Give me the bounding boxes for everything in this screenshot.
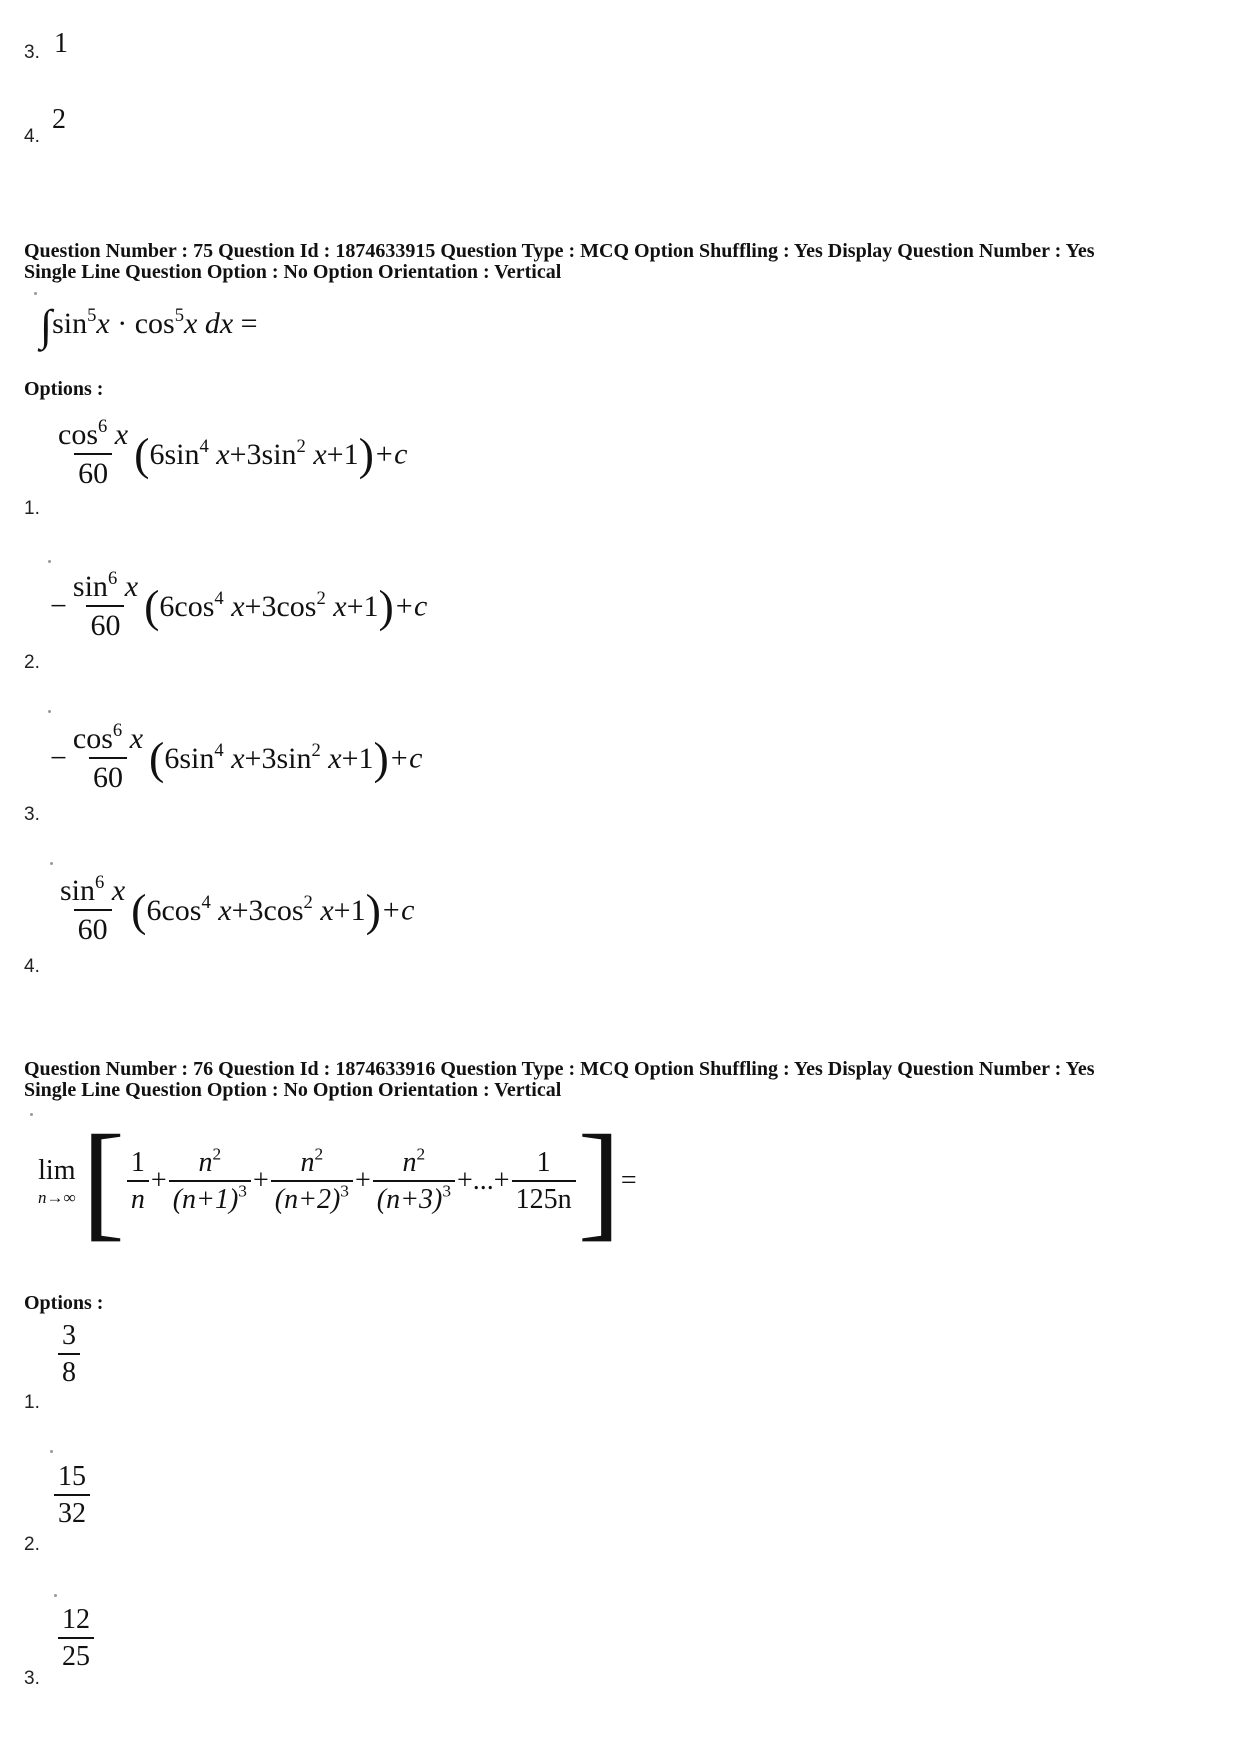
q76-term-3-den-pow: 3 [340,1181,349,1201]
q76-option-2-numerator: 15 [58,1461,86,1492]
q75-option-1-p1: 4 [199,435,209,457]
q75-option-1-fraction [54,415,132,490]
q75-option-3-c1: 6 [164,741,180,775]
q75-header-line2: Single Line Question Option : No Option Orientation : Vertical [24,261,562,283]
q75-option-1-plus1: + [229,437,247,471]
q75-option-1-f1: sin [164,437,200,471]
q75-option-1-c2: 3 [246,437,262,471]
q75-option-1-var2: x [216,437,230,471]
q75-option-2-fraction [69,567,142,642]
q76-term-5 [512,1146,576,1215]
q75-option-3-var: x [129,722,144,755]
q75-stem [40,301,258,350]
q75-stem-equals: = [240,306,258,340]
prev-option-3-value: 1 [54,28,68,59]
q76-term-3 [271,1144,353,1215]
q75-option-4-var: x [111,874,126,907]
q76-option-3-numerator: 12 [62,1604,90,1635]
q76-plus-1: + [150,1165,167,1196]
q75-option-1-c3: 1 [343,437,359,471]
q76-option-2-number: 2. [24,1534,40,1555]
q76-option-1-denominator: 8 [58,1353,80,1387]
q76-term-1-den: n [127,1180,149,1214]
q76-option-1-fraction [58,1322,80,1387]
q75-option-3-marker [48,710,51,713]
q75-option-4-power: 6 [95,871,105,893]
q76-option-2-expression [52,1463,92,1528]
q76-header-line1: Question Number : 76 Question Id : 1874633916 Question Type : MCQ Option Shuffling : Yes Display Question Number : Yes [24,1058,1095,1080]
q75-option-2-plus1: + [244,589,262,623]
q75-option-1-power: 6 [98,415,108,437]
q75-option-3-var3: x [328,741,342,775]
q75-option-4-p2: 2 [303,891,313,913]
q76-ellipsis: +...+ [457,1165,510,1196]
q75-option-3-expression: − $\frac{\cos^6 x}{60}$ ($6\sin^4$ $x+3\sin^2$ x+1)+c [50,719,423,794]
q75-option-2-p2: 2 [316,587,326,609]
q75-option-1-var: x [114,418,129,451]
limit-text: lim [38,1154,76,1186]
q75-option-4-expression: $\frac{\sin^6 x}{60}$ ($6\cos^4$ $x+3\cos^2$ x+1)+c [54,876,414,945]
limit-operator [38,1154,76,1207]
q76-stem-marker [30,1113,33,1116]
q76-equals: = [620,1165,637,1196]
q75-option-3-f2: sin [276,741,312,775]
q75-option-2-p1: 4 [214,587,224,609]
q75-option-4-var3: x [320,893,334,927]
q75-option-3-fn: cos [72,722,113,755]
q75-option-2-plus2: + [346,589,364,623]
q75-option-4-plus2: + [333,893,351,927]
q75-option-4-plus1: + [231,893,249,927]
q76-term-2 [169,1144,251,1215]
q76-header-line2: Single Line Question Option : No Option Orientation : Vertical [24,1079,562,1101]
q76-term-2-num-pow: 2 [212,1144,222,1164]
q76-option-3-fraction [58,1606,94,1671]
q76-options-label: Options : [24,1292,104,1314]
q75-option-1-p2: 2 [296,435,306,457]
q75-option-3-tail: +c [388,741,423,775]
q75-option-2-var: x [124,570,139,603]
prev-option-4-number: 4. [24,126,40,147]
q76-term-4-num: n [402,1146,417,1178]
q75-options-label: Options : [24,378,104,400]
q75-option-1-fn: cos [58,418,98,451]
q76-term-2-den-pow: 3 [238,1181,247,1201]
q76-term-5-num: 1 [536,1146,551,1178]
q75-option-1-tail: +c [373,437,408,471]
q75-option-4-c3: 1 [350,893,366,927]
q75-option-3-power: 6 [112,719,123,741]
q75-option-2-c3: 1 [363,589,379,623]
q75-option-1-number: 1. [24,498,40,519]
q75-option-2-c1: 6 [159,589,175,623]
q76-option-1-numerator: 3 [62,1320,76,1351]
limit-subscript: n→∞ [38,1187,76,1207]
q76-term-4-num-pow: 2 [416,1144,426,1164]
q75-option-1-var3: x [313,437,327,471]
integral-sign: ∫ [40,301,53,350]
q75-option-2-expression: − $\frac{\sin^6 x}{60}$ ($6\cos^4$ $x+3\cos^2$ x+1)+c [50,567,428,642]
q75-option-4-var2: x [218,893,232,927]
q75-option-2-fn: sin [72,570,108,603]
q76-term-2-num: n [198,1146,213,1178]
q75-option-3-plus2: + [341,741,359,775]
q75-option-4-p1: 4 [201,891,211,913]
q75-option-1-den: 60 [74,453,112,489]
q75-option-3-den: 60 [89,757,127,793]
q75-option-1-c1: 6 [149,437,165,471]
q76-term-3-num-pow: 2 [314,1144,324,1164]
q75-option-3-sign: − [50,741,67,775]
q76-option-2-marker [50,1450,53,1453]
q76-option-2-denominator: 32 [54,1494,90,1528]
q76-option-3-denominator: 25 [58,1637,94,1671]
q75-option-1-plus2: + [326,437,344,471]
q76-term-4-den-pow: 3 [442,1181,452,1201]
q75-option-1-f2: sin [261,437,297,471]
q75-option-4-den: 60 [74,909,112,945]
q76-term-4 [373,1144,455,1215]
q76-term-3-den: (n+2) [274,1183,341,1215]
q76-option-3-expression [56,1606,96,1671]
q76-plus-2: + [252,1165,269,1196]
q76-term-1 [127,1146,149,1215]
q75-option-2-f2: cos [276,589,317,623]
q75-stem-cos-power: 5 [174,304,184,326]
q76-term-1-num: 1 [130,1146,145,1178]
q75-option-4-f1: cos [161,893,202,927]
q75-option-2-c2: 3 [261,589,277,623]
q75-option-2-var3: x [333,589,347,623]
q75-option-4-tail: +c [380,893,415,927]
q75-option-3-fraction [69,719,147,794]
q75-stem-marker [34,292,37,295]
q75-option-3-c2: 3 [261,741,277,775]
q75-stem-sin-power: 5 [87,304,97,326]
q75-option-3-p2: 2 [311,739,321,761]
q76-term-3-num: n [300,1146,315,1178]
q76-term-2-den: (n+1) [172,1183,239,1215]
q75-option-2-tail: +c [393,589,428,623]
q75-option-2-sign: − [50,589,67,623]
q76-stem: lim n→∞ [ $\frac{1}{n}$ + $\frac{n^2}{(n+1)^3}$ + $\frac{n^2}{(n+2)^3}$ + $\frac{n^2}{(n+3)^3}$ +...+ $\frac{1}{125n}$ ]= [38,1109,637,1253]
q75-option-2-number: 2. [24,652,40,673]
q75-option-4-number: 4. [24,956,40,977]
q75-option-4-f2: cos [263,893,304,927]
prev-option-4-value: 2 [52,104,66,135]
q75-option-4-fn: sin [60,874,96,907]
q76-option-3-marker [54,1594,57,1597]
q75-stem-dot: · [117,306,128,340]
q75-option-2-marker [48,560,51,563]
q76-plus-3: + [354,1165,371,1196]
q75-stem-dx: dx [204,306,234,340]
q75-option-2-power: 6 [107,567,118,589]
q75-option-3-f1: sin [179,741,215,775]
q75-option-2-f1: cos [174,589,215,623]
q75-option-3-var2: x [231,741,245,775]
q76-option-1-expression [56,1322,82,1387]
q75-option-2-den: 60 [86,605,124,641]
q75-option-3-p1: 4 [214,739,224,761]
q75-stem-sin: sin [52,306,88,340]
q75-stem-cos: cos [134,306,175,340]
q76-term-5-den: 125n [512,1180,576,1214]
q75-stem-var2: x [184,306,198,340]
q75-option-4-marker [50,862,53,865]
q75-option-3-plus1: + [244,741,262,775]
prev-option-3-number: 3. [24,42,40,63]
q75-option-3-number: 3. [24,804,40,825]
q75-option-4-c2: 3 [248,893,264,927]
q76-option-3-number: 3. [24,1668,40,1689]
q75-header-line1: Question Number : 75 Question Id : 1874633915 Question Type : MCQ Option Shuffling : Yes Display Question Number : Yes [24,240,1095,262]
q75-option-3-c3: 1 [358,741,374,775]
q75-option-2-var2: x [231,589,245,623]
q75-option-4-fraction [56,871,129,946]
q75-option-1-expression: $\frac{\cos^6 x}{60}$ ($6\sin^4$ $x+3\sin^2$ x+1)+c [52,420,407,489]
q76-term-4-den: (n+3) [376,1183,443,1215]
q76-option-2-fraction [54,1463,90,1528]
q75-stem-var1: x [96,306,110,340]
q75-option-4-c1: 6 [146,893,162,927]
q76-option-1-number: 1. [24,1392,40,1413]
